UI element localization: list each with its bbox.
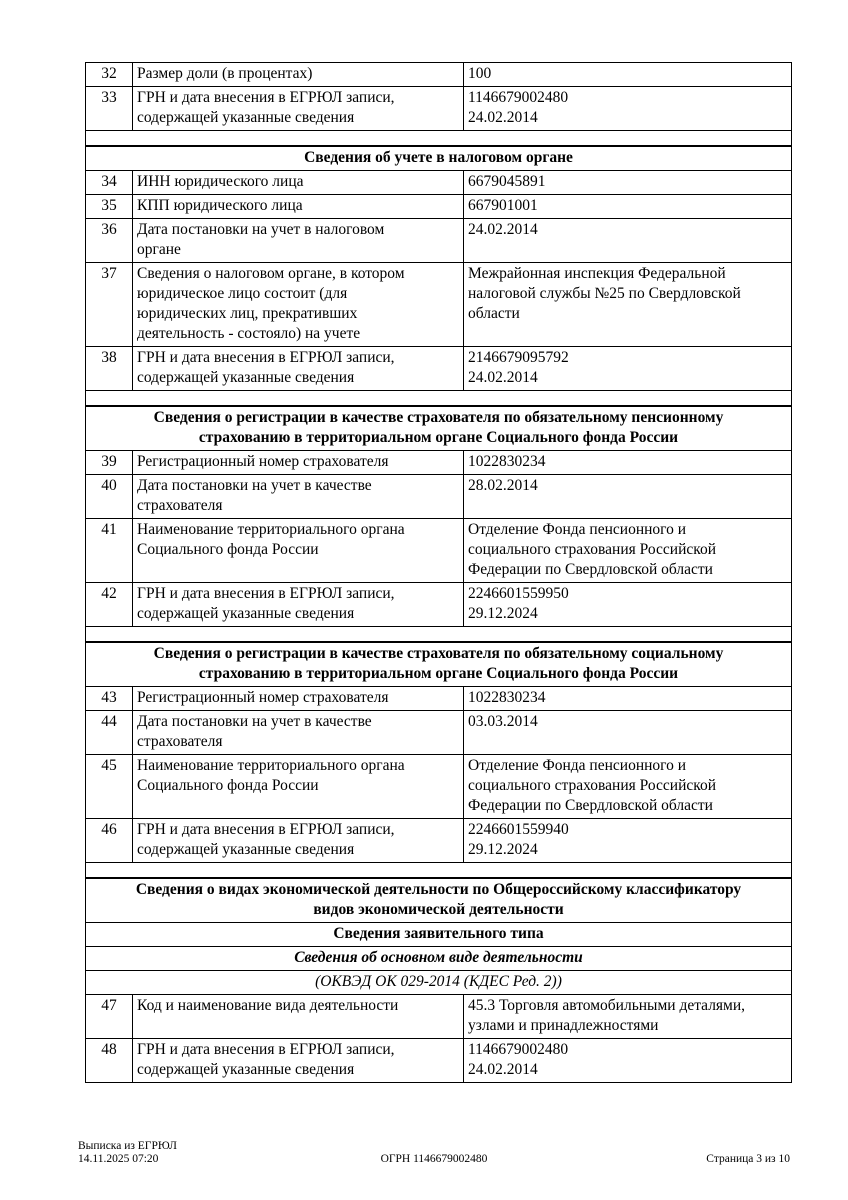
row-label: [133, 583, 464, 627]
value-line: 24.02.2014: [468, 1061, 538, 1078]
row-value: [464, 519, 792, 583]
spacer-row: [86, 627, 792, 643]
section-row: [86, 923, 792, 947]
table-row: [86, 1039, 792, 1083]
footer-page-indicator: Страница 3 из 10: [706, 1153, 790, 1165]
footer-timestamp: 14.11.2025 07:20: [78, 1153, 159, 1165]
value-line: 1022830234: [468, 453, 546, 470]
row-label: [133, 63, 464, 87]
label-line: Дата постановки на учет в качестве: [137, 477, 372, 494]
row-value: [464, 347, 792, 391]
value-line: 1146679002480: [468, 89, 569, 106]
row-value: [464, 1039, 792, 1083]
label-line: содержащей указанные сведения: [137, 841, 355, 858]
value-line: 29.12.2024: [468, 841, 538, 858]
label-line: Сведения о налоговом органе, в котором: [137, 265, 405, 282]
table-row: [86, 347, 792, 391]
label-line: содержащей указанные сведения: [137, 109, 355, 126]
section-row: [86, 878, 792, 923]
label-line: Размер доли (в процентах): [137, 65, 313, 82]
section-header-line: Сведения об основном виде деятельности: [294, 949, 583, 966]
section-header-line: Сведения о регистрации в качестве страхователя по обязательному социальному: [153, 645, 724, 662]
section-header: [86, 406, 792, 451]
row-value: [464, 263, 792, 347]
value-line: Отделение Фонда пенсионного и: [468, 521, 687, 538]
value-line: Межрайонная инспекция Федеральной: [468, 265, 726, 282]
row-label: [133, 819, 464, 863]
table-row: [86, 263, 792, 347]
row-label: [133, 195, 464, 219]
row-number: 45: [86, 755, 133, 819]
row-label: [133, 687, 464, 711]
label-line: содержащей указанные сведения: [137, 1061, 355, 1078]
table-row: [86, 711, 792, 755]
value-line: 28.02.2014: [468, 477, 538, 494]
label-line: страхователя: [137, 497, 223, 514]
label-line: Код и наименование вида деятельности: [137, 997, 399, 1014]
section-header: [86, 878, 792, 923]
value-line: Отделение Фонда пенсионного и: [468, 757, 687, 774]
label-line: Наименование территориального органа: [137, 757, 405, 774]
label-line: Дата постановки на учет в качестве: [137, 713, 372, 730]
row-value: [464, 63, 792, 87]
value-line: области: [468, 305, 520, 322]
row-value: [464, 583, 792, 627]
value-line: узлами и принадлежностями: [468, 1017, 659, 1034]
egrul-table-body: [86, 63, 792, 1083]
value-line: 6679045891: [468, 173, 546, 190]
egrul-table: [85, 62, 792, 1083]
label-line: содержащей указанные сведения: [137, 369, 355, 386]
row-value: [464, 219, 792, 263]
row-number: 32: [86, 63, 133, 87]
table-row: [86, 195, 792, 219]
row-value: [464, 87, 792, 131]
value-line: Федерации по Свердловской области: [468, 797, 713, 814]
value-line: социального страхования Российской: [468, 777, 717, 794]
section-header-line: (ОКВЭД ОК 029-2014 (КДЕС Ред. 2)): [315, 973, 562, 990]
row-label: [133, 475, 464, 519]
spacer-row: [86, 391, 792, 407]
spacer-row: [86, 863, 792, 879]
value-line: 2246601559940: [468, 821, 569, 838]
spacer-cell: [86, 391, 792, 407]
value-line: 100: [468, 65, 492, 82]
label-line: ГРН и дата внесения в ЕГРЮЛ записи,: [137, 821, 395, 838]
value-line: 667901001: [468, 197, 538, 214]
row-label: [133, 711, 464, 755]
value-line: 2146679095792: [468, 349, 569, 366]
row-label: [133, 519, 464, 583]
row-label: [133, 347, 464, 391]
row-value: [464, 711, 792, 755]
label-line: страхователя: [137, 733, 223, 750]
value-line: 03.03.2014: [468, 713, 538, 730]
label-line: юридическое лицо состоит (для: [137, 285, 348, 302]
table-row: [86, 687, 792, 711]
row-label: [133, 755, 464, 819]
table-row: [86, 219, 792, 263]
section-header: [86, 923, 792, 947]
value-line: 24.02.2014: [468, 109, 538, 126]
row-label: [133, 1039, 464, 1083]
label-line: содержащей указанные сведения: [137, 605, 355, 622]
label-line: Регистрационный номер страхователя: [137, 689, 389, 706]
section-header: [86, 146, 792, 171]
section-header-line: видов экономической деятельности: [313, 901, 564, 918]
row-number: 37: [86, 263, 133, 347]
value-line: 29.12.2024: [468, 605, 538, 622]
value-line: 24.02.2014: [468, 369, 538, 386]
row-value: [464, 451, 792, 475]
row-value: [464, 195, 792, 219]
label-line: деятельность - состояло) на учете: [137, 325, 361, 342]
label-line: ГРН и дата внесения в ЕГРЮЛ записи,: [137, 89, 395, 106]
row-value: [464, 995, 792, 1039]
row-label: [133, 219, 464, 263]
spacer-cell: [86, 863, 792, 879]
section-row: [86, 146, 792, 171]
row-number: 36: [86, 219, 133, 263]
row-value: [464, 475, 792, 519]
footer-ogrn: ОГРН 1146679002480: [380, 1153, 488, 1165]
table-row: [86, 63, 792, 87]
value-line: 1146679002480: [468, 1041, 569, 1058]
table-row: [86, 583, 792, 627]
row-value: [464, 171, 792, 195]
section-header: [86, 642, 792, 687]
row-number: 47: [86, 995, 133, 1039]
label-line: Наименование территориального органа: [137, 521, 405, 538]
row-value: [464, 687, 792, 711]
value-line: 2246601559950: [468, 585, 569, 602]
row-number: 35: [86, 195, 133, 219]
row-label: [133, 171, 464, 195]
label-line: КПП юридического лица: [137, 197, 303, 214]
row-label: [133, 263, 464, 347]
value-line: 24.02.2014: [468, 221, 538, 238]
spacer-row: [86, 131, 792, 147]
section-row: [86, 947, 792, 971]
label-line: Социального фонда России: [137, 541, 319, 558]
row-label: [133, 995, 464, 1039]
value-line: налоговой службы №25 по Свердловской: [468, 285, 741, 302]
row-number: 48: [86, 1039, 133, 1083]
row-number: 46: [86, 819, 133, 863]
page-footer: [78, 1140, 790, 1166]
section-header-line: страхованию в территориальном органе Социального фонда России: [198, 429, 679, 446]
row-value: [464, 755, 792, 819]
row-number: 38: [86, 347, 133, 391]
row-number: 44: [86, 711, 133, 755]
table-row: [86, 755, 792, 819]
label-line: юридических лиц, прекративших: [137, 305, 358, 322]
section-header-line: Сведения о видах экономической деятельности по Общероссийскому классификатору: [135, 881, 742, 898]
row-number: 41: [86, 519, 133, 583]
section-header-line: Сведения об учете в налоговом органе: [304, 149, 573, 166]
table-row: [86, 995, 792, 1039]
row-number: 34: [86, 171, 133, 195]
label-line: ГРН и дата внесения в ЕГРЮЛ записи,: [137, 349, 395, 366]
value-line: 45.3 Торговля автомобильными деталями,: [468, 997, 746, 1014]
label-line: ГРН и дата внесения в ЕГРЮЛ записи,: [137, 585, 395, 602]
value-line: Федерации по Свердловской области: [468, 561, 713, 578]
spacer-cell: [86, 627, 792, 643]
section-header-line: Сведения заявительного типа: [333, 925, 544, 942]
label-line: органе: [137, 241, 181, 258]
label-line: ИНН юридического лица: [137, 173, 304, 190]
row-label: [133, 87, 464, 131]
row-label: [133, 451, 464, 475]
table-row: [86, 519, 792, 583]
spacer-cell: [86, 131, 792, 147]
row-number: 39: [86, 451, 133, 475]
table-row: [86, 475, 792, 519]
row-number: 43: [86, 687, 133, 711]
row-value: [464, 819, 792, 863]
label-line: Регистрационный номер страхователя: [137, 453, 389, 470]
table-row: [86, 819, 792, 863]
label-line: Дата постановки на учет в налоговом: [137, 221, 385, 238]
label-line: Социального фонда России: [137, 777, 319, 794]
label-line: ГРН и дата внесения в ЕГРЮЛ записи,: [137, 1041, 395, 1058]
footer-doc-type: Выписка из ЕГРЮЛ: [78, 1140, 177, 1152]
table-row: [86, 171, 792, 195]
section-row: [86, 406, 792, 451]
section-header: [86, 971, 792, 995]
row-number: 42: [86, 583, 133, 627]
section-header: [86, 947, 792, 971]
row-number: 33: [86, 87, 133, 131]
section-row: [86, 971, 792, 995]
value-line: социального страхования Российской: [468, 541, 717, 558]
table-row: [86, 451, 792, 475]
section-header-line: Сведения о регистрации в качестве страхователя по обязательному пенсионному: [153, 409, 724, 426]
row-number: 40: [86, 475, 133, 519]
value-line: 1022830234: [468, 689, 546, 706]
table-row: [86, 87, 792, 131]
footer-doc-info: [78, 1140, 315, 1166]
section-row: [86, 642, 792, 687]
section-header-line: страхованию в территориальном органе Социального фонда России: [198, 665, 679, 682]
